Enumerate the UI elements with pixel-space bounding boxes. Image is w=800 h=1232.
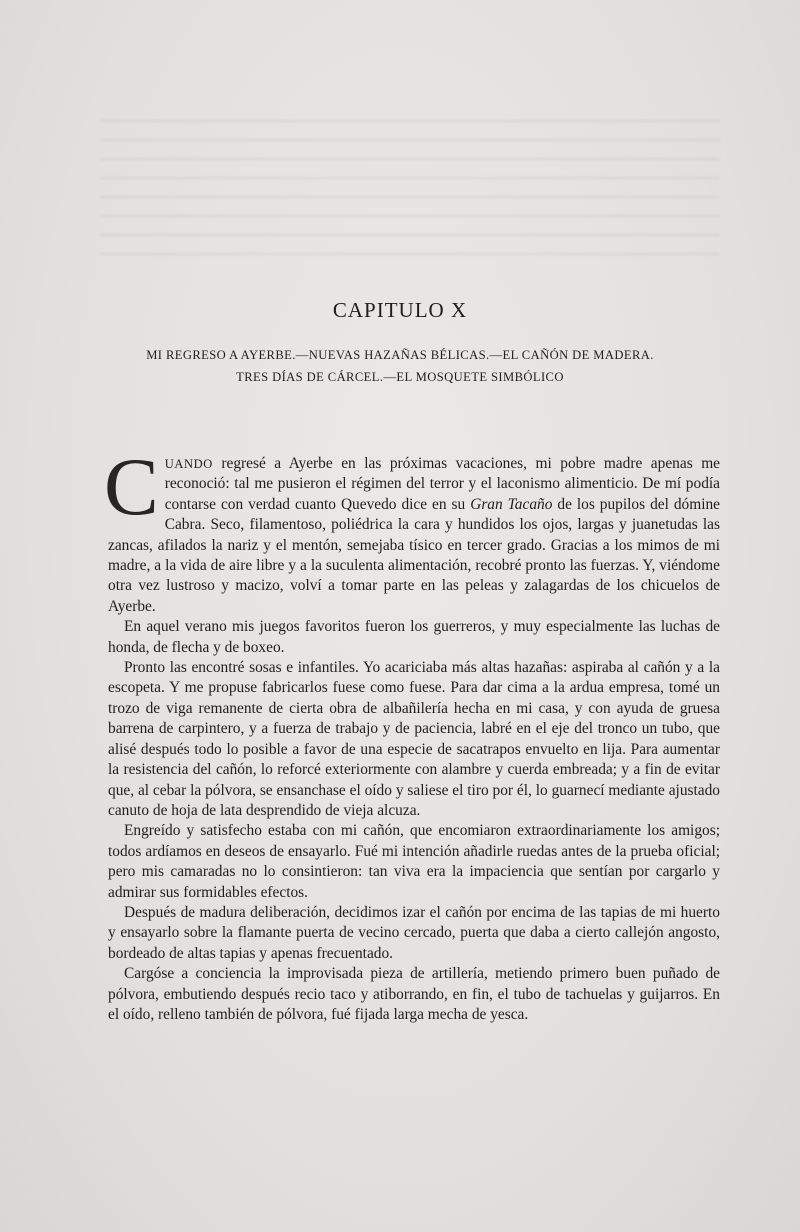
paragraph-4: Engreído y satisfecho estaba con mi cañón, que encomiaron extraordinariamente los amigos; todos ardíamos en deseos de ensayarlo. Fué mi intención añadirle ruedas antes de la prueba oficial; pero mis camaradas no lo consintieron: tan viva era la impaciencia que sentían por cargarlo y admirar sus formidables efectos.	[108, 822, 720, 901]
paragraph-3: Pronto las encontré sosas e infantiles. Yo acariciaba más altas hazañas: aspiraba al cañón y a la escopeta. Y me propuse fabricarlos fuese como fuese. Para dar cima a la ardua empresa, tomé un trozo de viga remanente de cierta obra de albañilería hecha en mi casa, y con ayuda de gruesa barrena de carpintero, y a fuerza de trabajo y de paciencia, labré en el eje del tronco un tubo, que alisé después todo lo posible a favor de una especie de sacatrapos envuelto en lija. Para aumentar la resistencia del cañón, lo reforcé exteriormente con alambre y cuerda embreada; y a fin de evitar que, al cebar la pólvora, se ensanchase el oído y saliese el tiro por él, lo guarnecí mediante ajustado canuto de hoja de lata desprendido de vieja alcuza.	[108, 659, 720, 819]
chapter-body	[104, 441, 721, 1025]
show-through-text	[100, 120, 720, 270]
paragraph-1	[104, 441, 721, 617]
drop-cap: C	[104, 441, 159, 532]
paragraph-6: Cargóse a conciencia la improvisada pieza de artillería, metiendo primero buen puñado de pólvora, embutiendo después recio taco y atiborrando, en fin, el tubo de tachuelas y guijarros. En el oído, relleno también de pólvora, fué fijada larga mecha de yesca.	[108, 965, 720, 1023]
paragraph-5: Después de madura deliberación, decidimos izar el cañón por encima de las tapias de mi huerto y ensayarlo sobre la flamante puerta de vecino cercado, puerta que daba a cierto callejón angosto, bordeado de altas tapias y apenas frecuentado.	[108, 903, 720, 962]
paragraph-1-text-b: de los pupilos del dómine Cabra. Seco, filamentoso, poliédrica la cara y hundidos los ojos, largas y juanetudas las zancas, afilados la nariz y el mentón, semejaba tísico en tercer grado. Gracias a los mimos de mi madre, a la vida de aire libre y a la suculenta alimentación, recobré pronto las fuerzas. Y, viéndome otra vez lustroso y macizo, volví a tomar parte en las peleas y zalagardas de los chicuelos de Ayerbe.	[108, 495, 721, 615]
chapter-title: CAPITULO X	[332, 298, 468, 322]
book-title: Gran Tacaño	[470, 495, 553, 513]
first-word: UANDO	[164, 457, 213, 471]
paragraph-2: En aquel verano mis juegos favoritos fueron los guerreros, y muy especialmente las luchas de honda, de flecha y de boxeo.	[108, 618, 720, 656]
chapter-subtitle-line-2: TRES DÍAS DE CÁRCEL.—EL MOSQUETE SIMBÓLICO	[236, 370, 564, 384]
paragraph-1-text-a: regresé a Ayerbe en las próximas vacaciones, mi pobre madre apenas me reconoció: tal me pusieron el régimen del terror y el laconismo alimenticio. De mí podía contarse con verdad cuanto Quevedo dice en su	[164, 455, 720, 513]
chapter-subtitle-line-1: MI REGRESO A AYERBE.—NUEVAS HAZAÑAS BÉLICAS.—EL CAÑÓN DE MADERA.	[146, 348, 654, 362]
